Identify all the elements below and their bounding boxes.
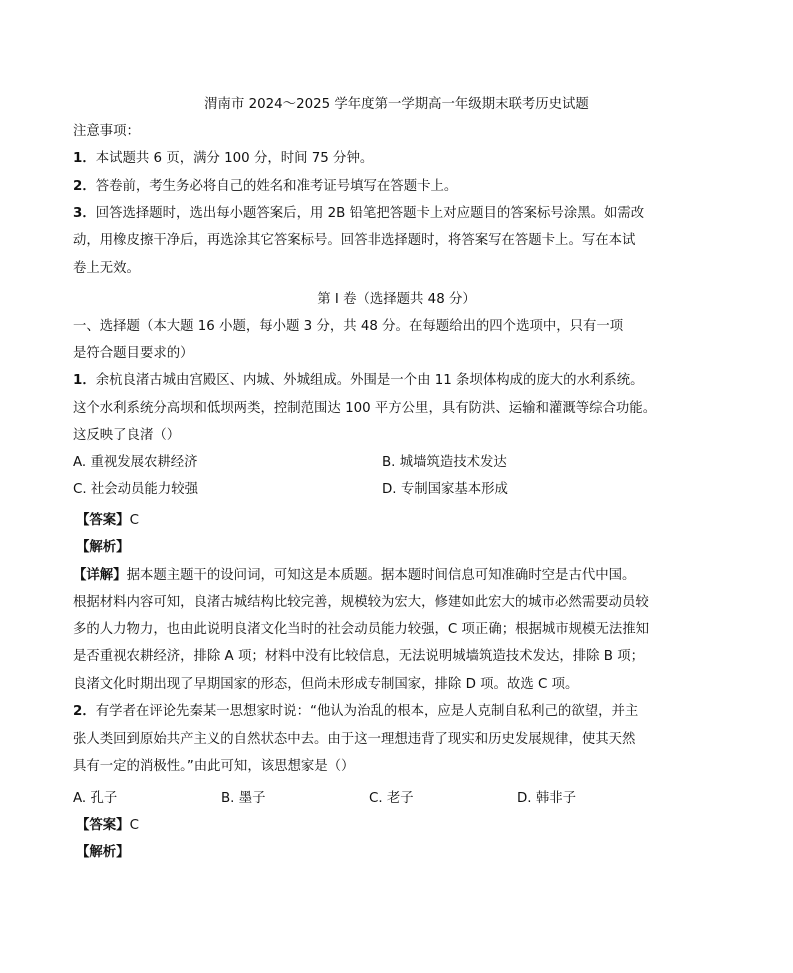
notice-2-number: 2． [73,179,96,194]
question-1-detail-line-2: 根据材料内容可知，良渚古城结构比较完善，规模较为宏大，修建如此宏大的城市必然需要动员较 [73,595,649,610]
question-1-detail-line-3: 多的人力物力，也由此说明良渚文化当时的社会动员能力较强，C 项正确；根据城市规模无法推知 [73,622,650,637]
notice-item-3 [73,204,644,224]
question-1-number: 1． [73,373,96,388]
question-1-detail-line-4: 是否重视农耕经济，排除 A 项；材料中没有比较信息，无法说明城墙筑造技术发达，排除 B 项； [73,649,644,664]
question-2-option-c: C. 老子 [369,791,414,806]
question-1-line-2: 这个水利系统分高坝和低坝两类，控制范围达 100 平方公里，具有防洪、运输和灌溉等综合功能。 [73,401,657,416]
question-2-line-2: 张人类回到原始共产主义的自然状态中去。由于这一理想违背了现实和历史发展规律，使其天然 [73,732,636,747]
answer-label: 【答案】 [76,513,130,528]
question-1-answer [76,511,139,531]
notice-1-text: 本试题共 6 页，满分 100 分，时间 75 分钟。 [95,151,374,166]
question-2-option-d: D. 韩非子 [517,791,576,806]
notice-3-line-1: 回答选择题时，选出每小题答案后，用 2B 铅笔把答题卡上对应题目的答案标号涂黑。如需改 [95,206,645,221]
question-1-option-c: C. 社会动员能力较强 [73,482,198,497]
exam-title: 渭南市 2024～2025 学年度第一学期高一年级期末联考历史试题 [204,97,589,112]
question-2-number: 2． [73,704,96,719]
question-1-option-b: B. 城墙筑造技术发达 [382,455,507,470]
question-2-line-3: 具有一定的消极性。”由此可知，该思想家是（） [73,759,355,774]
answer-label: 【答案】 [76,818,130,833]
question-2-text: 有学者在评论先秦某一思想家时说：“他认为治乱的根本，应是人克制自私利己的欲望，并主 [95,704,639,719]
detail-label: 【详解】 [73,568,127,583]
detail-text: 据本题主题干的设问词，可知这是本质题。据本题时间信息可知准确时空是古代中国。 [126,568,636,583]
question-2-line-1 [73,702,638,722]
notice-3-line-2: 动，用橡皮擦干净后，再选涂其它答案标号。回答非选择题时，将答案写在答题卡上。写在本试 [73,233,636,248]
question-2-option-a: A. 孔子 [73,791,118,806]
question-2-answer [76,816,139,836]
part1-instructions-line-1: 一、选择题（本大题 16 小题，每小题 3 分，共 48 分。在每题给出的四个选项中，只有一项 [73,319,624,334]
question-1-detail-line-1 [73,566,635,586]
answer-value: C [129,513,139,528]
notice-heading: 注意事项： [73,124,140,139]
question-1-line-3: 这反映了良渚（） [73,428,181,443]
question-1-line-1 [73,371,644,391]
notice-item-1 [73,149,373,169]
answer-value: C [129,818,139,833]
section-title: 第 I 卷（选择题共 48 分） [317,292,476,307]
question-1-option-a: A. 重视发展农耕经济 [73,455,198,470]
notice-3-number: 3． [73,206,96,221]
notice-item-2 [73,177,457,197]
question-2-option-b: B. 墨子 [221,791,266,806]
question-1-analysis-label: 【解析】 [76,540,130,555]
question-1-option-d: D. 专制国家基本形成 [382,482,508,497]
notice-1-number: 1． [73,151,96,166]
notice-2-text: 答卷前，考生务必将自己的姓名和准考证号填写在答题卡上。 [95,179,458,194]
notice-3-line-3: 卷上无效。 [73,261,140,276]
question-1-detail-line-5: 良渚文化时期出现了早期国家的形态，但尚未形成专制国家，排除 D 项。故选 C 项。 [73,677,579,692]
part1-instructions-line-2: 是符合题目要求的） [73,346,194,361]
question-2-analysis-label: 【解析】 [76,845,130,860]
question-1-text: 余杭良渚古城由宫殿区、内城、外城组成。外围是一个由 11 条坝体构成的庞大的水利系统。 [95,373,644,388]
